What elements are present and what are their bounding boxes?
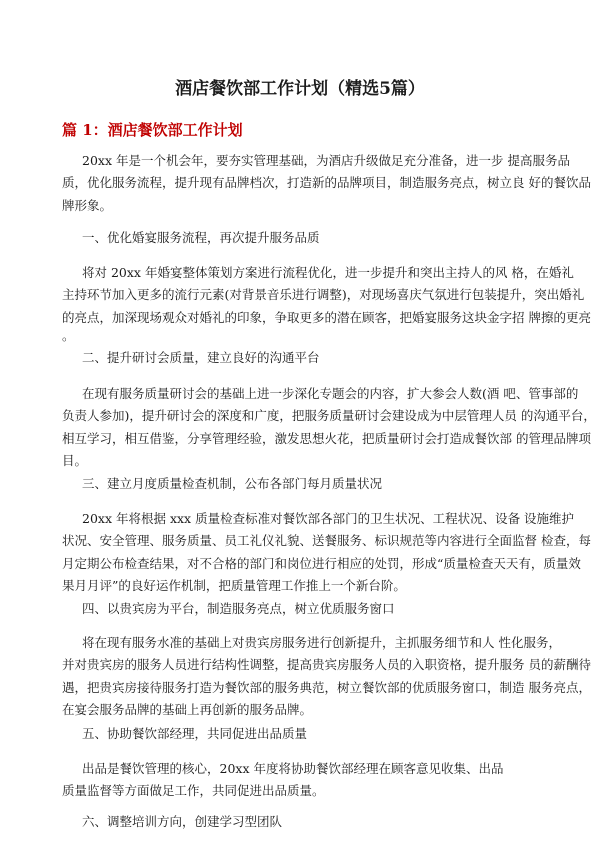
section-heading-6: 六、调整培训方向，创建学习型团队 [82, 814, 283, 829]
paragraph-line: 出品是餐饮管理的核心，20xx 年度将协助餐饮部经理在顾客意见收集、出品 [82, 761, 504, 776]
section-paragraph-5 [62, 758, 562, 803]
paragraph-line: 牌形象。 [62, 197, 113, 213]
section-title: 篇 1：酒店餐饮部工作计划 [62, 121, 243, 139]
paragraph-line: 负责人参加)，提升研讨会的深度和广度，把服务质量研讨会建设成为中层管理人员 的沟通平台， [62, 408, 596, 424]
intro-paragraph [62, 150, 591, 217]
paragraph-line: 在宴会服务品牌的基础上再创新的服务品牌。 [62, 702, 313, 718]
paragraph-line: 。 [62, 328, 75, 344]
paragraph-line: 20xx 年是一个机会年，要夯实管理基础，为酒店升级做足充分准备，进一步 提高服务品 [82, 153, 570, 168]
paragraph-line: 的亮点，加深现场观众对婚礼的印象，争取更多的潜在顾客，把婚宴服务这块金字招 牌擦的更亮 [62, 309, 591, 325]
paragraph-line: 质，优化服务流程，提升现有品牌档次，打造新的品牌项目，制造服务亮点，树立良 好的餐饮品 [62, 175, 591, 191]
paragraph-line: 将在现有服务水准的基础上对贵宾房服务进行创新提升，主抓服务细节和人 性化服务， [82, 635, 561, 650]
section-paragraph-3 [62, 508, 591, 598]
paragraph-line: 相互学习，相互借鉴，分享管理经验，激发思想火花，把质量研讨会打造成餐饮部 的管理品牌项 [62, 430, 591, 446]
section-heading-3: 三、建立月度质量检查机制，公布各部门每月质量状况 [82, 476, 383, 491]
paragraph-line: 果月月评”的良好运作机制，把质量管理工作推上一个新台阶。 [62, 578, 406, 594]
paragraph-line: 质量监督等方面做足工作，共同促进出品质量。 [62, 783, 325, 799]
paragraph-line: 将对 20xx 年婚宴整体策划方案进行流程优化，进一步提升和突出主持人的风 格，在婚礼 [82, 265, 574, 280]
section-heading-5: 五、协助餐饮部经理，共同促进出品质量 [82, 726, 308, 741]
paragraph-line: 目。 [62, 453, 88, 469]
section-heading-2: 二、提升研讨会质量，建立良好的沟通平台 [82, 350, 320, 365]
paragraph-line: 并对贵宾房的服务人员进行结构性调整，提高贵宾房服务人员的入职资格，提升服务 员的薪酬待 [62, 657, 591, 673]
section-heading-4: 四、以贵宾房为平台，制造服务亮点，树立优质服务窗口 [82, 601, 395, 616]
section-paragraph-1 [62, 262, 591, 344]
paragraph-line: 遇，把贵宾房接待服务打造为餐饮部的服务典范，树立餐饮部的优质服务窗口，制造 服务亮点， [62, 679, 591, 695]
section-paragraph-4 [62, 632, 591, 722]
document-title: 酒店餐饮部工作计划（精选5篇） [175, 79, 425, 99]
paragraph-line: 月定期公布检查结果，对不合格的部门和岗位进行相应的处罚，形成“质量检查天天有，质量效 [62, 555, 581, 571]
paragraph-line: 主持环节加入更多的流行元素(对背景音乐进行调整)，对现场喜庆气氛进行包装提升，突出婚礼 [62, 287, 585, 303]
paragraph-line: 20xx 年将根据 xxx 质量检查标准对餐饮部各部门的卫生状况、工程状况、设备 设施维护 [82, 511, 575, 526]
section-paragraph-2 [62, 383, 596, 473]
paragraph-line: 在现有服务质量研讨会的基础上进一步深化专题会的内容，扩大参会人数(酒 吧、管事部的 [82, 386, 579, 401]
section-heading-1: 一、优化婚宴服务流程，再次提升服务品质 [82, 230, 320, 245]
paragraph-line: 状况、安全管理、服务质量、员工礼仪礼貌、送餐服务、标识规范等内容进行全面监督 检查，每 [62, 533, 591, 549]
